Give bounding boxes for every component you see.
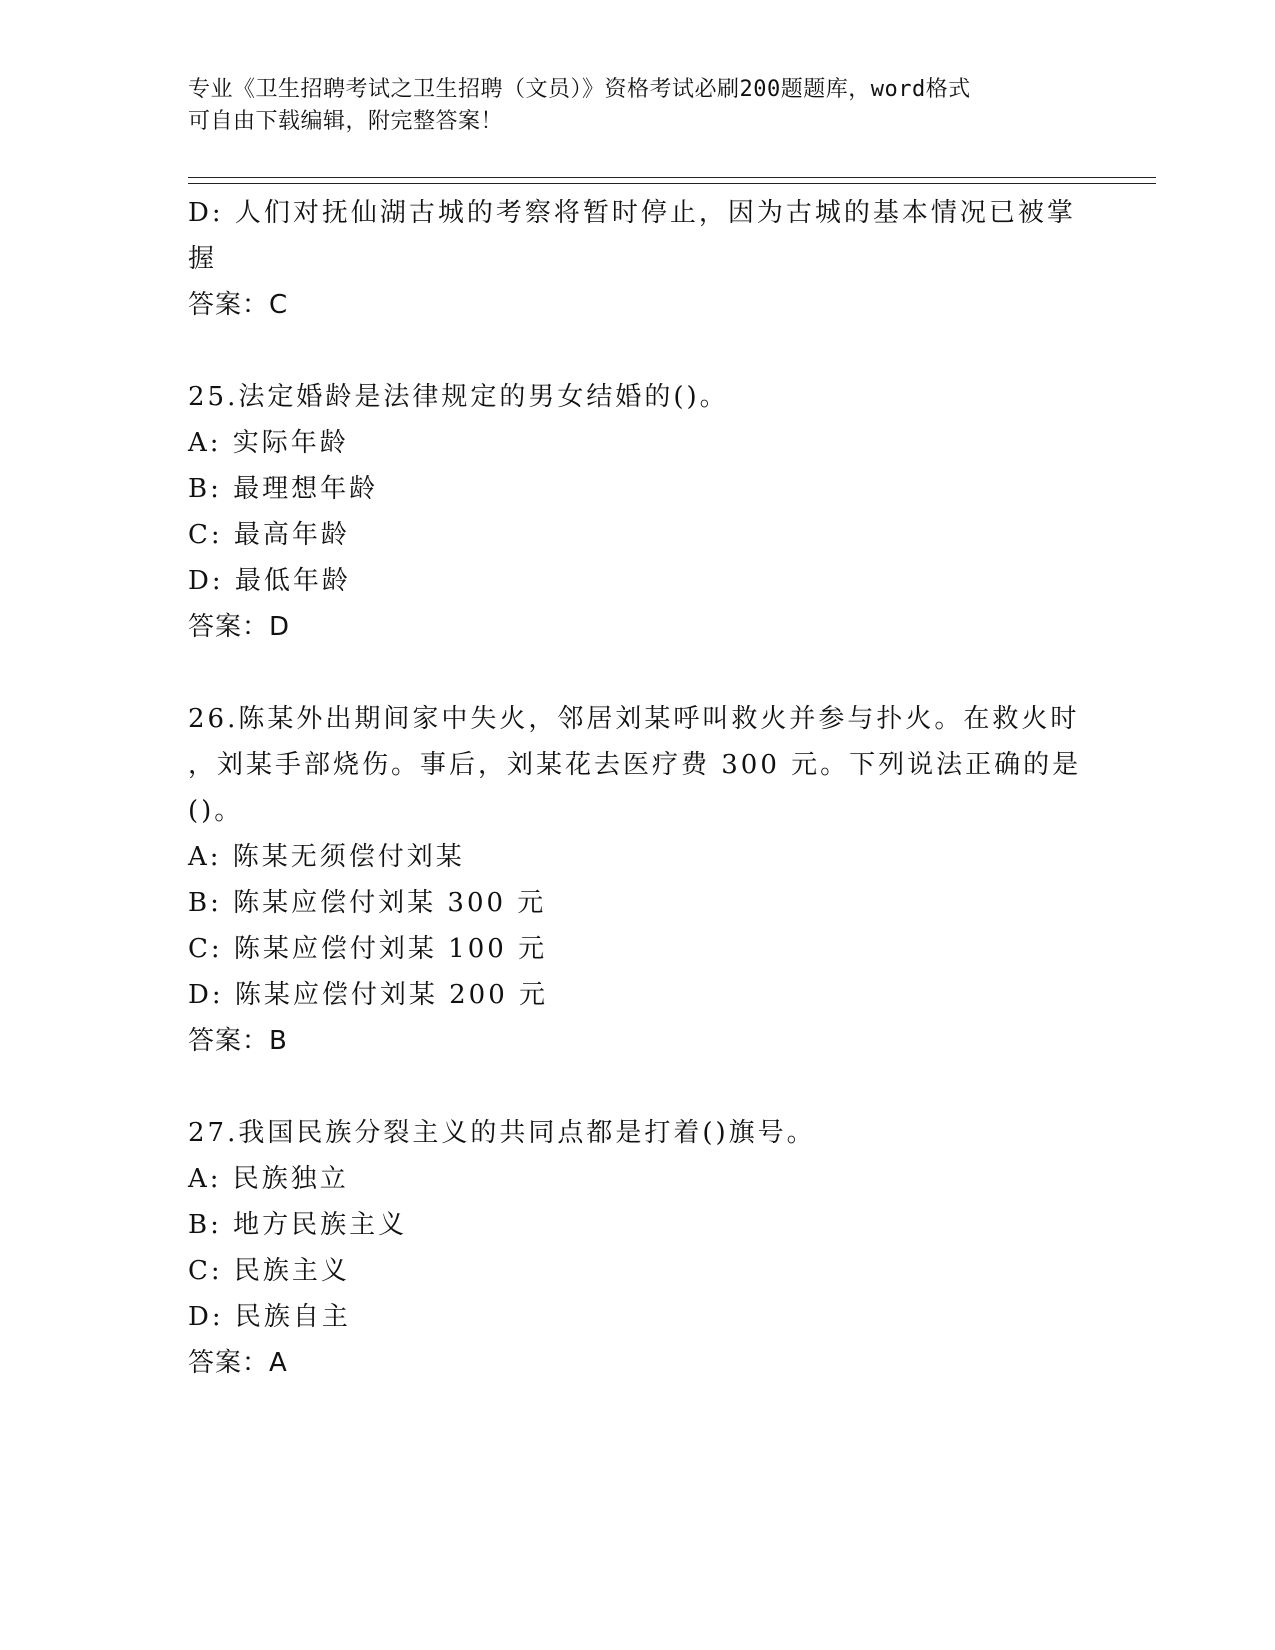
question-25	[188, 374, 1088, 650]
question-stem: 27.我国民族分裂主义的共同点都是打着()旗号。	[188, 1118, 816, 1148]
header-divider-bottom	[188, 183, 1156, 184]
answer-line: 答案：B	[188, 1026, 288, 1056]
header-line-2: 可自由下载编辑，附完整答案！	[188, 109, 504, 134]
option-d: D: 最低年龄	[188, 566, 351, 596]
answer-line: 答案：D	[188, 612, 291, 642]
spacer	[188, 1064, 1088, 1110]
option-d: D: 陈某应偿付刘某 200 元	[188, 980, 549, 1010]
option-d: D: 民族自主	[188, 1302, 351, 1332]
option-a: A: 陈某无须偿付刘某	[188, 842, 465, 872]
option-a: A: 实际年龄	[188, 428, 349, 458]
option-b: B: 陈某应偿付刘某 300 元	[188, 888, 547, 918]
option-a: A: 民族独立	[188, 1164, 349, 1194]
option-b: B: 地方民族主义	[188, 1210, 408, 1240]
header-line-1: 专业《卫生招聘考试之卫生招聘（文员）》资格考试必刷200题题库，word格式	[188, 77, 971, 102]
question-stem: 25.法定婚龄是法律规定的男女结婚的()。	[188, 382, 729, 412]
answer-line: 答案：A	[188, 1348, 288, 1378]
option-d: D: 人们对抚仙湖古城的考察将暂时停止，因为古城的基本情况已被掌	[188, 198, 1076, 228]
answer-line: 答案：C	[188, 290, 289, 320]
question-stem: 26.陈某外出期间家中失火，邻居刘某呼叫救火并参与扑火。在救火时	[188, 704, 1080, 734]
question-stem-continued: ()。	[188, 796, 244, 826]
previous-question-tail	[188, 190, 1088, 328]
question-stem-continued: ，刘某手部烧伤。事后，刘某花去医疗费 300 元。下列说法正确的是	[188, 750, 1082, 780]
document-header	[188, 74, 1088, 138]
option-b: B: 最理想年龄	[188, 474, 379, 504]
option-c: C: 民族主义	[188, 1256, 350, 1286]
question-27	[188, 1110, 1088, 1386]
option-c: C: 最高年龄	[188, 520, 350, 550]
question-26	[188, 696, 1088, 1064]
spacer	[188, 650, 1088, 696]
header-divider-top	[188, 177, 1156, 178]
spacer	[188, 328, 1088, 374]
option-d-continued: 握	[188, 244, 218, 274]
document-body	[188, 190, 1088, 1386]
option-c: C: 陈某应偿付刘某 100 元	[188, 934, 548, 964]
